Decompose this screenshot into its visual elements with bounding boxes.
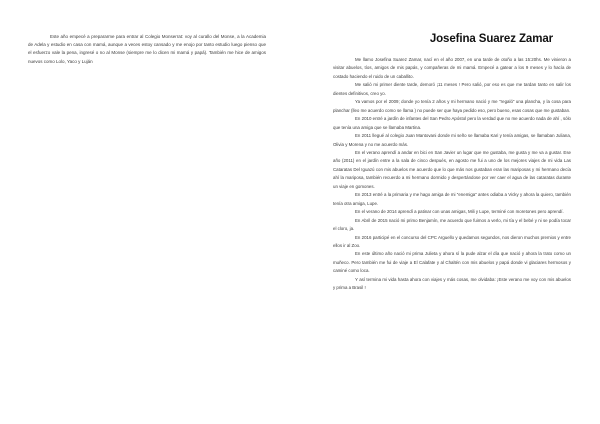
right-page [333, 33, 571, 293]
paragraph: Y así termina mi vida hasta ahora con viajes y más cosas, me olvidaba: ¡Este verano me voy con mis abuelos y prima a Brasil ! [333, 276, 571, 291]
paragraph: Me llamo Josefina Suarez Zamar, nací en el año 2007, en una tarde de otoño a las 15:20hs. Me vinieron a visitar abuelos, tíos, amigos de mis papás, y compañeras de mi mamá. Empecé a gatear a los 9 meses y lo hacía de costado haciendo el ruido de un caballito. [333, 57, 571, 79]
paragraph: En 2011 llegué al colegio Juan Mantovani donde mi seño se llamaba Kari y tenía amigas, se llamaban Juliana, Olivia y Morena y no me acuerdo más. [333, 133, 571, 147]
left-page-text [28, 33, 266, 66]
paragraph: Ya vamos por el 2009; donde yo tenía 2 años y mi hermano nació y me "regaló" una plancha, y la cosa para planchar (lleo me acuerdo como se llama ) no puede ser que haya pedido eso, pero bueno, esas cosas que me gustaban. [333, 99, 571, 113]
paragraph: Me salió mi primer diente tarde, demoró ¡11 meses ! Pero salió, por eso es que me tardan tanto en salir los dientes definitivos, creo yo. [333, 82, 571, 96]
paragraph: En 2010 entré a jardín de infantes del San Pedro Apóstol pero la verdad que no me acuerdo nada de ahí , sólo que tenía una amiga que se llamaba Martina. [333, 116, 571, 130]
paragraph: En el verano aprendí a andar en bici en San Javier un lugar que me gustaba, me gusta y me va a gustar. Ese año (2011) en el jardín entre a la sala de cinco después, en agosto me fui a uno de los mejores viajes de mi vida Las Cataratas Del Iguazú con mis abuelos me acuerdo que lo que más nos gustaban eran las mariposas y mi hermano decía ahí la mariposa, también recuerdo a mi hermano dormido y despertándose por ver caer el agua de las cataratas durante un viaje en gomones. [333, 149, 571, 189]
left-paragraph: Este año empecé a prepararme para entrar al Colegio Monserrat: voy al curallo del Monse, a la Academia de Adela y estudio en casa con mamá, aunque a veces estoy cansado y me enojo por tanto estudio luego pienso que el esfuerzo vale la pena, ingresé o no al Monse (siempre me lo dicen mi mamá y papá). También me hice de amigos nuevos como Lolo, Yaco y Luján [28, 34, 266, 64]
paragraph: En Abril de 2015 nació mi primo Benjamín, me acuerdo que fuimos a verlo, mi tía y el bebé y ni se podía tocar el cloro, ja. [333, 217, 571, 232]
paragraph: En este último año nació mi prima Julieta y ahora sí la pude alzar el día que nació y ahora la trato como un muñeco. Pero también me fui de viaje a El Calafate y al Chaltén con mis abuelos y papá donde vi glaciares hermosos y caminé como loca. [333, 251, 571, 274]
right-page-text [333, 56, 571, 293]
paragraph: En el verano de 2014 aprendí a patinar con unas amigas, Mili y Lupe, terminé con moretones pero aprendí. [355, 209, 564, 215]
paragraph: En 2013 entré a la primaria y me hago amiga de mi "enemiga" antes odiaba a Vicky y ahora la quiero, también tenía otra amiga, Lupe. [333, 192, 571, 206]
paragraph: En 2016 participé en el concurso del CPC Arguello y quedamos segundos, nos dieron muchos premios y entre ellos ir al Zoo. [333, 234, 571, 248]
page-title: Josefina Suarez Zamar [429, 33, 553, 45]
